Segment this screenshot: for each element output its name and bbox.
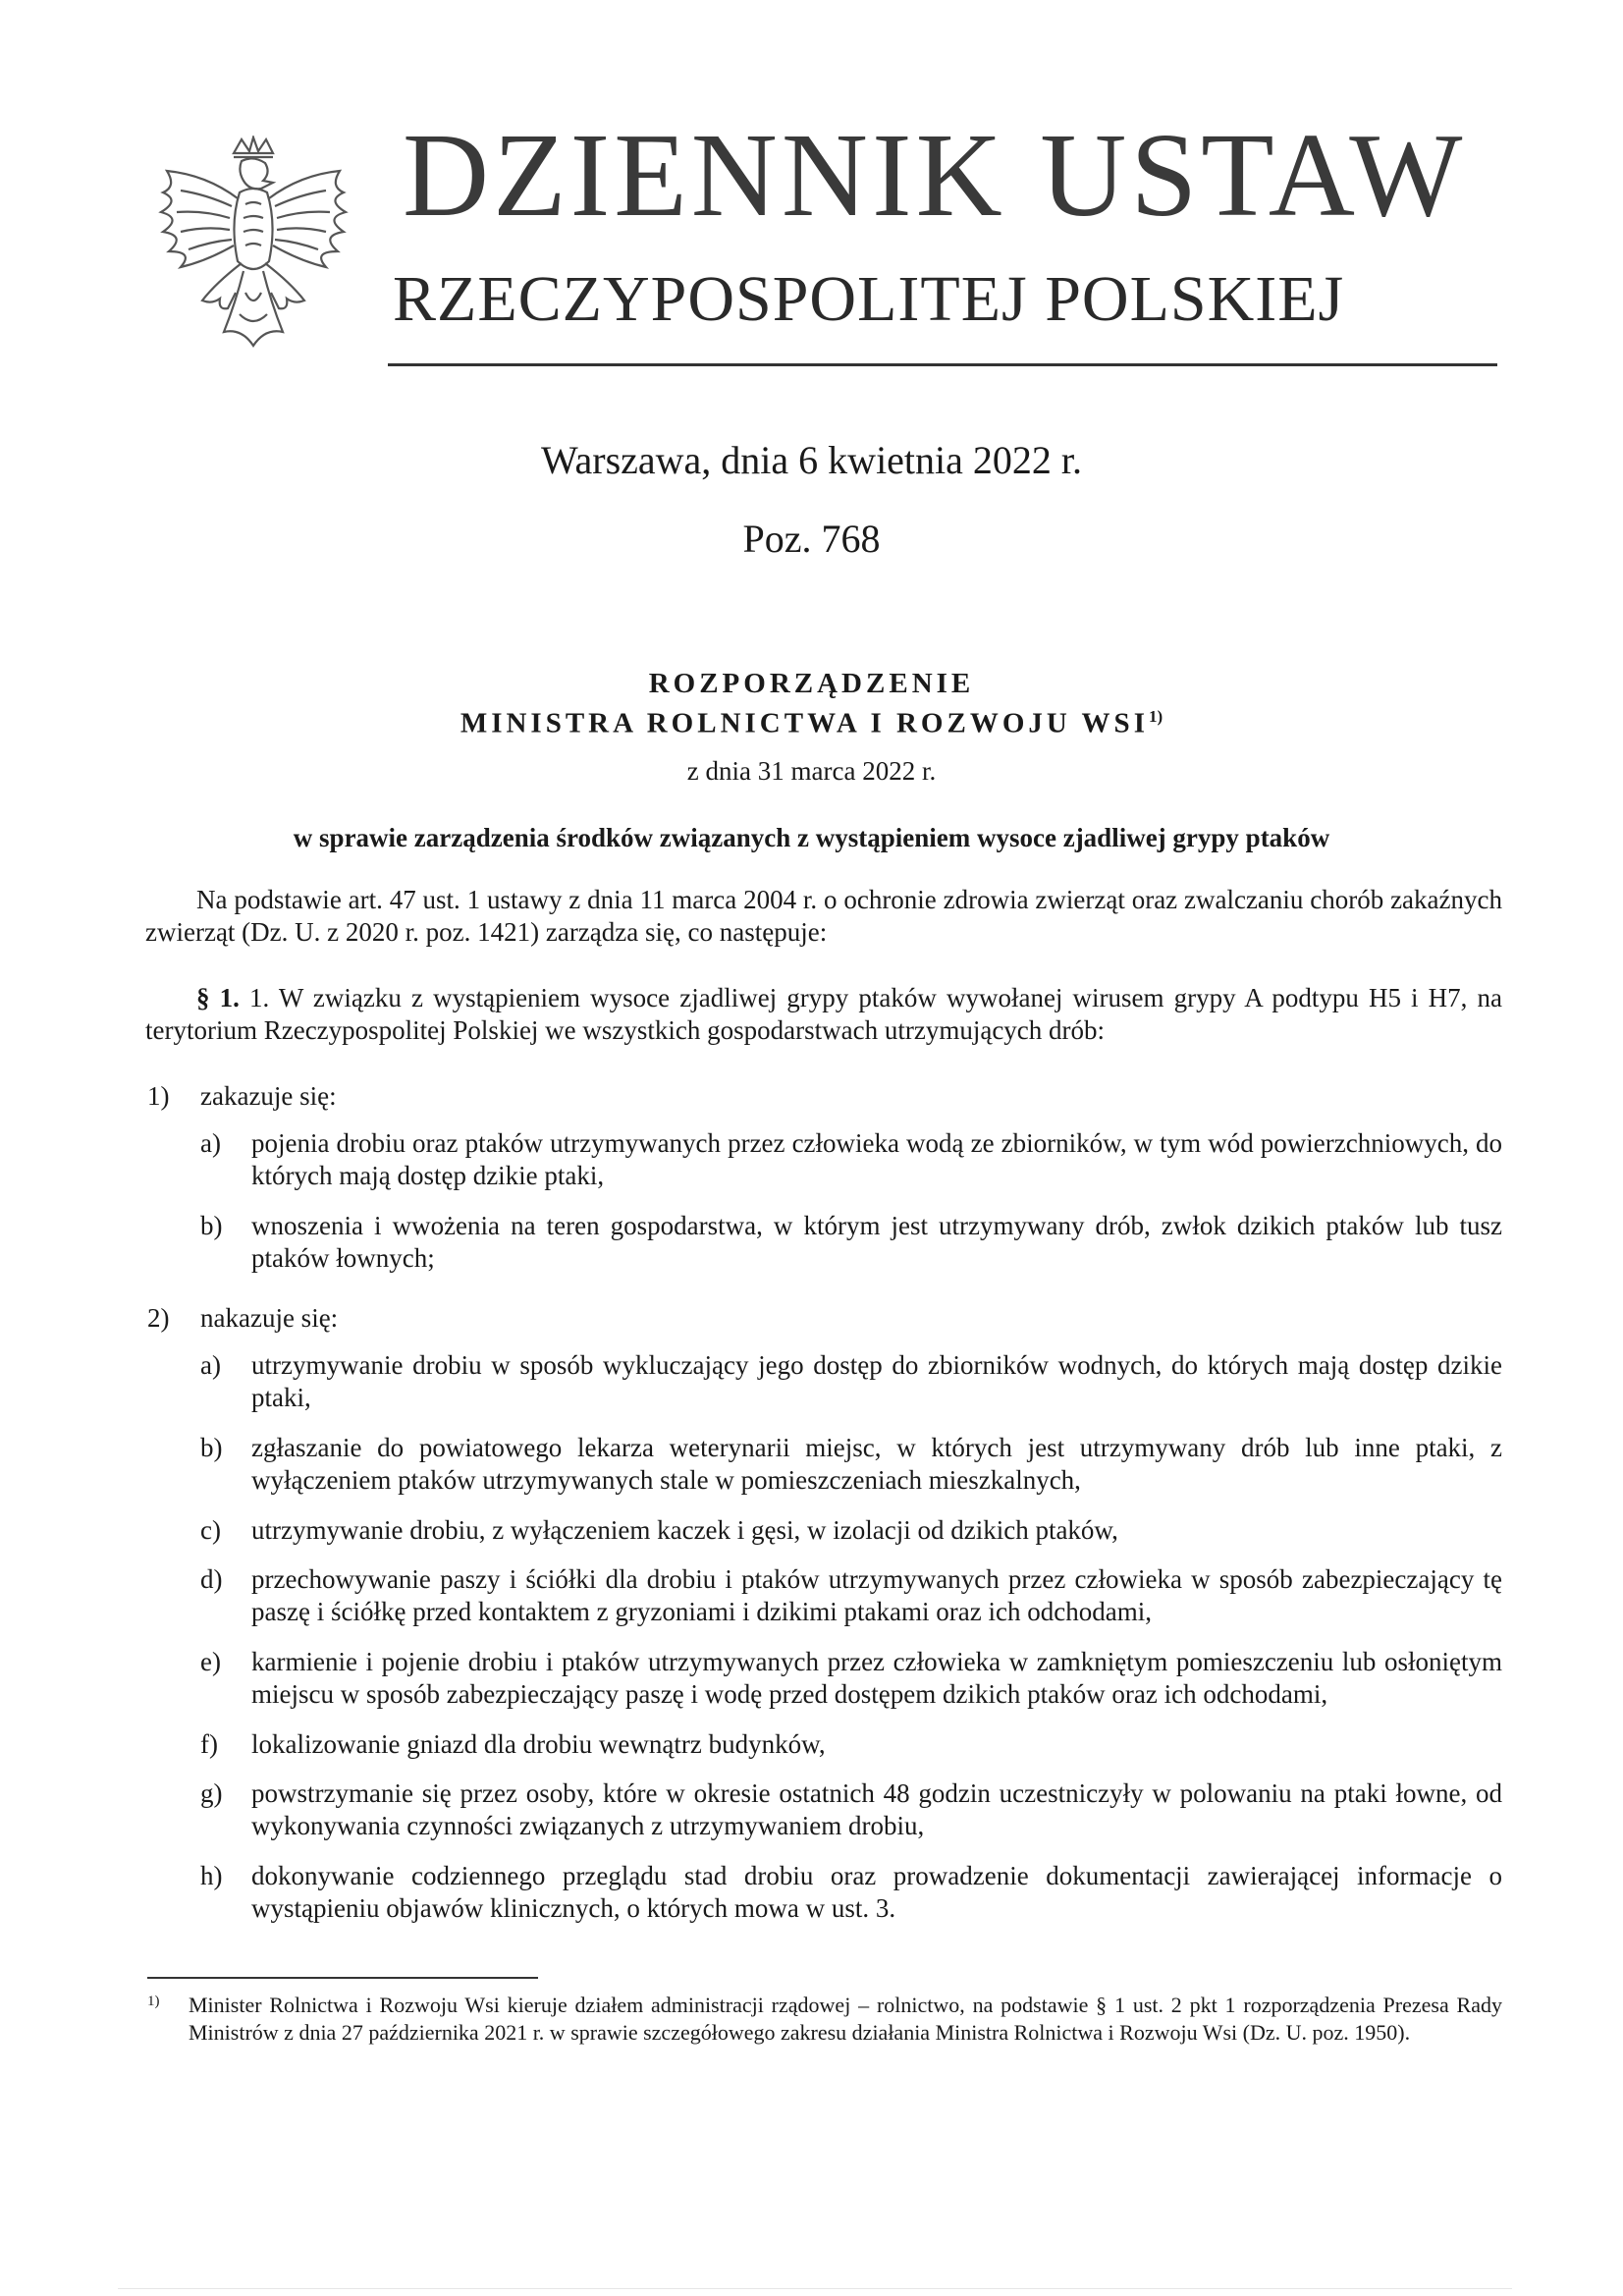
list-item-letter: g): [200, 1778, 223, 1808]
list-item-text: przechowywanie paszy i ściółki dla drobiu i ptaków utrzymywanych przez człowieka w sposób zabezpieczający tę paszę i ściółkę przed kontaktem z gryzoniami i dzikimi ptakami oraz ich odchodami,: [251, 1564, 1502, 1626]
act-type: ROZPORZĄDZENIE: [648, 668, 975, 699]
point-number: 1): [147, 1081, 170, 1111]
point-label: nakazuje się:: [200, 1303, 339, 1333]
list-item-text: lokalizowanie gniazd dla drobiu wewnątrz budynków,: [251, 1729, 826, 1759]
list-item: [200, 1432, 1502, 1497]
preamble: Na podstawie art. 47 ust. 1 ustawy z dnia 11 marca 2004 r. o ochronie zdrowia zwierząt oraz zwalczaniu chorób zakaźnych zwierząt (Dz. U. z 2020 r. poz. 1421) zarządza się, co następuje:: [145, 885, 1502, 947]
list-item-text: utrzymywanie drobiu, z wyłączeniem kaczek i gęsi, w izolacji od dzikich ptaków,: [251, 1515, 1118, 1545]
masthead-title: DZIENNIK USTAW: [403, 109, 1467, 242]
place-date: Warszawa, dnia 6 kwietnia 2022 r.: [540, 438, 1083, 482]
list-item-text: powstrzymanie się przez osoby, które w okresie ostatnich 48 godzin uczestniczyły w polowaniu na ptaki łowne, od wykonywania czynności związanych z utrzymywaniem drobiu,: [251, 1778, 1502, 1840]
act-issuer-text: MINISTRA ROLNICTWA I ROZWOJU WSI: [460, 707, 1149, 739]
list-item: [200, 1210, 1502, 1275]
list-item: [200, 1646, 1502, 1711]
act-subject: w sprawie zarządzenia środków związanych z wystąpieniem wysoce zjadliwej grypy ptaków: [293, 823, 1330, 852]
point-number: 2): [147, 1303, 170, 1333]
list-item-text: dokonywanie codziennego przeglądu stad drobiu oraz prowadzenie dokumentacji zawierającej informacje o wystąpieniu objawów klinicznych, o których mowa w ust. 3.: [251, 1861, 1502, 1923]
footnote-text: Minister Rolnictwa i Rozwoju Wsi kieruje działem administracji rządowej – rolnictwo, na podstawie § 1 ust. 2 pkt 1 rozporządzenia Prezesa Rady Ministrów z dnia 27 października 2021 r. w sprawie szczegółowego zakresu działania Ministra Rolnictwa i Rozwoju Wsi (Dz. U. poz. 1950).: [189, 1993, 1502, 2045]
list-item-text: karmienie i pojenie drobiu i ptaków utrzymywanych przez człowieka w zamkniętym pomieszczeniu lub osłoniętym miejscu w sposób zabezpieczający paszę i wodę przed dostępem dzikich ptaków oraz ich odchodami,: [251, 1647, 1502, 1709]
list-item-text: wnoszenia i wwożenia na teren gospodarstwa, w którym jest utrzymywany drób, zwłok dzikich ptaków lub tusz ptaków łownych;: [251, 1211, 1502, 1273]
list-item-letter: b): [200, 1211, 223, 1240]
section-1-lead: [145, 982, 1502, 1047]
list-item-text: utrzymywanie drobiu w sposób wykluczający jego dostęp do zbiorników wodnych, do których mają dostęp dzikie ptaki,: [251, 1350, 1502, 1412]
section-1-text: 1. W związku z wystąpieniem wysoce zjadliwej grypy ptaków wywołanej wirusem grypy A podtypu H5 i H7, na terytorium Rzeczypospolitej Polskiej we wszystkich gospodarstwach utrzymujących drób:: [145, 983, 1502, 1045]
footnote-number: 1): [147, 1994, 160, 2009]
list-item-text: pojenia drobiu oraz ptaków utrzymywanych przez człowieka wodą ze zbiorników, w tym wód powierzchniowych, do których mają dostęp dzikie ptaki,: [251, 1128, 1502, 1190]
polish-eagle-emblem-icon: [147, 136, 358, 371]
page-edge-line: [118, 2288, 1512, 2289]
list-item: [200, 1514, 1502, 1547]
list-item-letter: a): [200, 1128, 221, 1158]
list-item-letter: a): [200, 1350, 221, 1380]
list-item-letter: c): [200, 1515, 221, 1545]
masthead-subtitle: RZECZYPOSPOLITEJ POLSKIEJ: [393, 263, 1345, 335]
list-item: [200, 1728, 1502, 1761]
list-item-letter: h): [200, 1861, 223, 1890]
list-item-letter: b): [200, 1433, 223, 1462]
list-item-letter: e): [200, 1647, 221, 1676]
footnote-ref[interactable]: 1): [1148, 707, 1163, 726]
act-issuer: [0, 707, 1623, 740]
list-item-letter: d): [200, 1564, 223, 1594]
list-item: [200, 1777, 1502, 1842]
position-number: Poz. 768: [742, 517, 881, 561]
list-item: [200, 1563, 1502, 1628]
list-item: [200, 1349, 1502, 1414]
list-item: [200, 1860, 1502, 1925]
act-date: z dnia 31 marca 2022 r.: [686, 756, 937, 786]
point-label: zakazuje się:: [200, 1081, 337, 1111]
footnote: [147, 1992, 1502, 2047]
list-item-letter: f): [200, 1729, 218, 1759]
list-item-text: zgłaszanie do powiatowego lekarza weterynarii miejsc, w których jest utrzymywany drób lub inne ptaki, z wyłączeniem ptaków utrzymywanych stale w pomieszczeniach mieszkalnych,: [251, 1433, 1502, 1495]
footnote-divider: [147, 1977, 538, 1979]
list-item: [200, 1127, 1502, 1192]
section-mark: § 1.: [196, 983, 240, 1012]
masthead-divider: [388, 363, 1497, 366]
